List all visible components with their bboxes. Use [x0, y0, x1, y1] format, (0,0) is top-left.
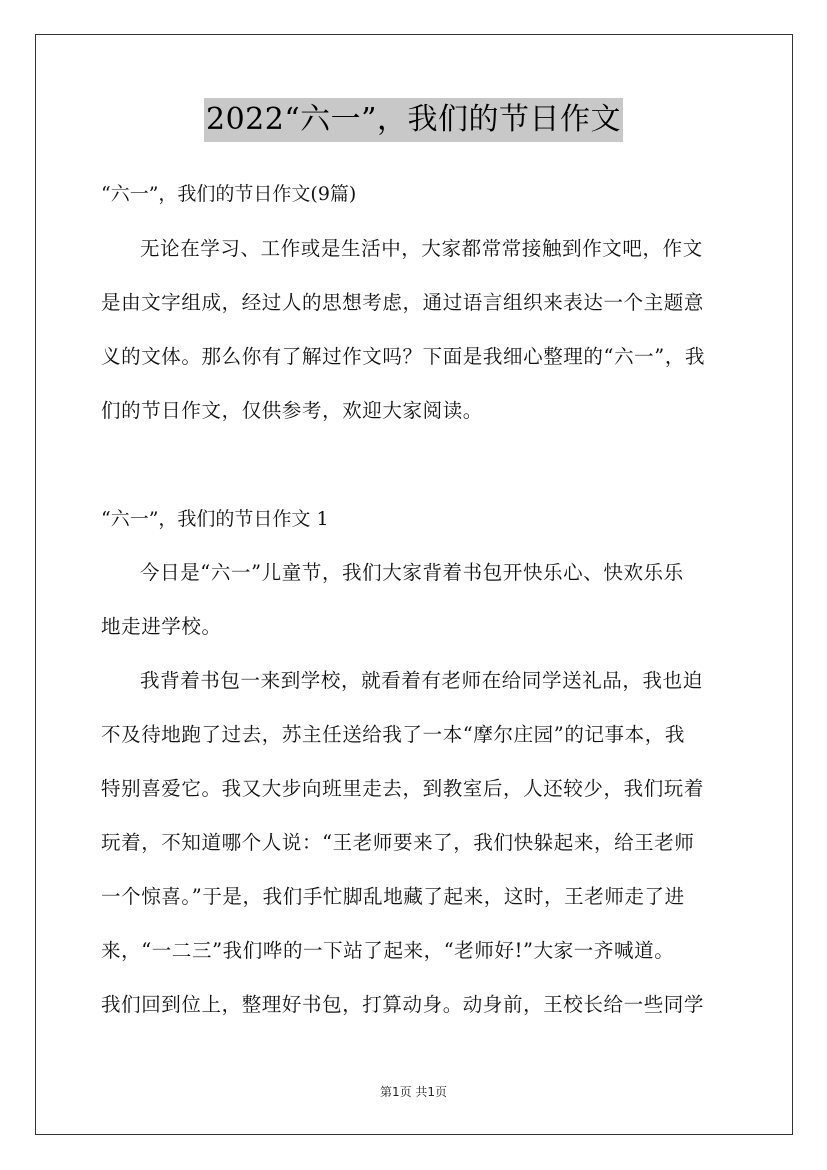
page-footer: 第1页 共1页: [379, 1085, 448, 1099]
body-paragraph-line: 特别喜爱它。我又大步向班里走去，到教室后，人还较少，我们玩着: [101, 777, 705, 800]
body-paragraph-line: 来，“一二三”我们哗的一下站了起来，“老师好!”大家一齐喊道。: [101, 939, 675, 962]
body-paragraph-line: 玩着，不知道哪个人说：“王老师要来了，我们快躲起来，给王老师: [101, 831, 695, 854]
intro-paragraph-line: 义的文体。那么你有了解过作文吗？下面是我细心整理的“六一”，我: [101, 345, 706, 368]
body-paragraph-line: 不及待地跑了过去，苏主任送给我了一本“摩尔庄园”的记事本，我: [101, 723, 685, 746]
body-paragraph-line: 我们回到位上，整理好书包，打算动身。动身前，王校长给一些同学: [101, 993, 705, 1016]
body-paragraph-line: 一个惊喜。”于是，我们手忙脚乱地藏了起来，这时，王老师走了进: [101, 885, 685, 908]
document-subtitle: “六一”，我们的节日作文(9篇): [101, 183, 357, 205]
title-container: [0, 98, 827, 142]
document-title: 2022“六一”，我们的节日作文: [204, 98, 623, 142]
section-heading: “六一”，我们的节日作文 1: [101, 508, 329, 530]
body-paragraph-line: 我背着书包一来到学校，就看着有老师在给同学送礼品，我也迫: [140, 669, 703, 692]
intro-paragraph-line: 是由文字组成，经过人的思想考虑，通过语言组织来表达一个主题意: [101, 291, 705, 314]
body-paragraph-line: 今日是“六一”儿童节，我们大家背着书包开快乐心、快欢乐乐: [140, 561, 684, 584]
intro-paragraph-line: 无论在学习、工作或是生活中，大家都常常接触到作文吧，作文: [140, 237, 703, 260]
intro-paragraph-line: 们的节日作文，仅供参考，欢迎大家阅读。: [101, 399, 483, 422]
body-paragraph-line: 地走进学校。: [101, 615, 222, 638]
